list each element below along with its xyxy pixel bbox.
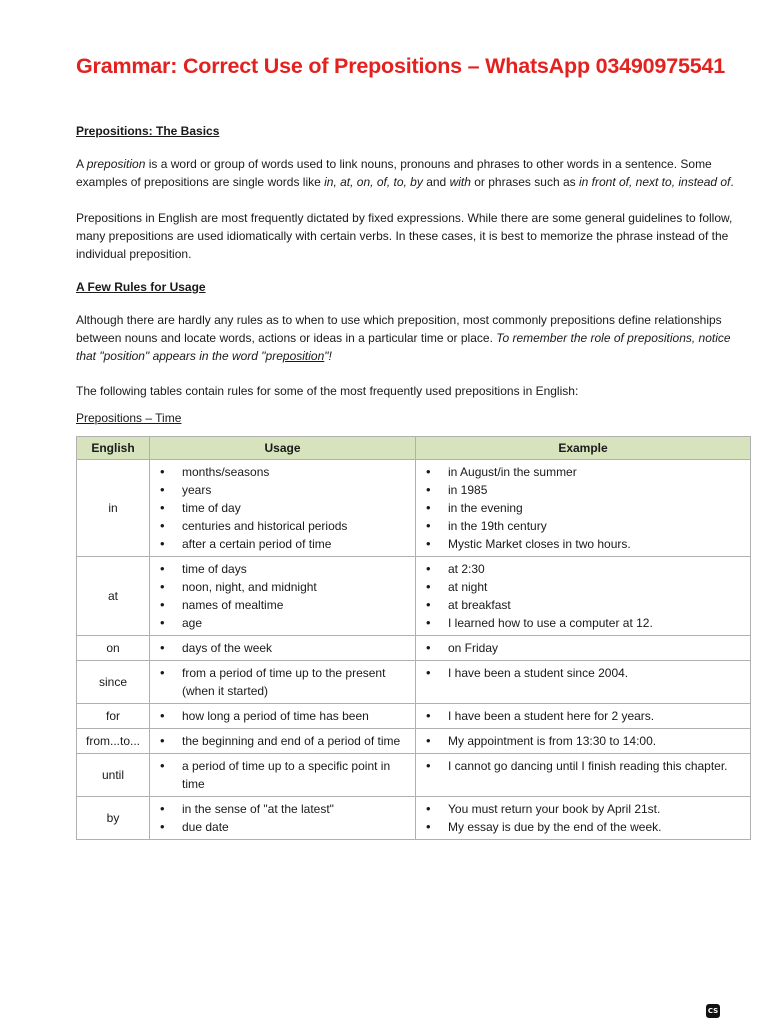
list-item: • a period of time up to a specific point in time — [156, 757, 409, 793]
table-title: Prepositions – Time — [76, 411, 182, 425]
list-item: • from a period of time up to the present (when it started) — [156, 664, 409, 700]
cell-usage — [150, 797, 416, 840]
cell-usage — [150, 661, 416, 704]
list-item: • in 1985 — [422, 481, 744, 499]
list-item: • My essay is due by the end of the week. — [422, 818, 744, 836]
cell-example — [416, 636, 751, 661]
cell-example — [416, 754, 751, 797]
cell-english: from...to... — [77, 729, 150, 754]
table-row — [77, 460, 751, 557]
cell-english: for — [77, 704, 150, 729]
page-title: Grammar: Correct Use of Prepositions – WhatsApp 03490975541 — [76, 54, 725, 78]
list-item: • time of days — [156, 560, 409, 578]
cell-example — [416, 460, 751, 557]
list-item: • how long a period of time has been — [156, 707, 409, 725]
list-item: • noon, night, and midnight — [156, 578, 409, 596]
list-item: • centuries and historical periods — [156, 517, 409, 535]
table-header-row — [77, 437, 751, 460]
list-item: • years — [156, 481, 409, 499]
list-item: • at breakfast — [422, 596, 744, 614]
table-row — [77, 661, 751, 704]
list-item: • after a certain period of time — [156, 535, 409, 553]
cell-example — [416, 704, 751, 729]
list-item: • at night — [422, 578, 744, 596]
header-usage: Usage — [150, 437, 416, 460]
table-row — [77, 704, 751, 729]
list-item: • at 2:30 — [422, 560, 744, 578]
header-english: English — [77, 437, 150, 460]
cell-english: by — [77, 797, 150, 840]
table-row — [77, 636, 751, 661]
table-row — [77, 729, 751, 754]
header-example: Example — [416, 437, 751, 460]
cell-usage — [150, 460, 416, 557]
table-row — [77, 754, 751, 797]
cell-usage — [150, 704, 416, 729]
table-row — [77, 797, 751, 840]
list-item: • You must return your book by April 21st. — [422, 800, 744, 818]
cell-english: at — [77, 557, 150, 636]
list-item: • days of the week — [156, 639, 409, 657]
heading-rules: A Few Rules for Usage — [76, 280, 206, 294]
cell-english: until — [77, 754, 150, 797]
paragraph-tables-intro: The following tables contain rules for some of the most frequently used prepositions in English: — [76, 384, 579, 398]
table-row — [77, 557, 751, 636]
list-item: • the beginning and end of a period of time — [156, 732, 409, 750]
list-item: • on Friday — [422, 639, 744, 657]
paragraph-fixed-expressions: Prepositions in English are most frequently dictated by fixed expressions. While there are some general guidelines to follow, many prepositions are used idiomatically with certain verbs. In these cases, it is best to memorize the phrase instead of the individual preposition. — [76, 211, 733, 261]
list-item: • in the sense of "at the latest" — [156, 800, 409, 818]
list-item: • names of mealtime — [156, 596, 409, 614]
camscanner-logo-icon: CS — [706, 1004, 720, 1018]
list-item: • My appointment is from 13:30 to 14:00. — [422, 732, 744, 750]
paragraph-rules: Although there are hardly any rules as to when to use which preposition, most commonly prepositions define relationships between nouns and locate words, actions or ideas in a particular time or place. To remember the role of prepositions, notice that "position" appears in the word "preposition"! — [76, 313, 731, 363]
cell-example — [416, 729, 751, 754]
cell-usage — [150, 754, 416, 797]
cell-example — [416, 661, 751, 704]
list-item: • due date — [156, 818, 409, 836]
cell-english: since — [77, 661, 150, 704]
cell-usage — [150, 636, 416, 661]
list-item: • months/seasons — [156, 463, 409, 481]
list-item: • Mystic Market closes in two hours. — [422, 535, 744, 553]
heading-basics: Prepositions: The Basics — [76, 124, 220, 138]
list-item: • in the 19th century — [422, 517, 744, 535]
cell-example — [416, 557, 751, 636]
cell-english: on — [77, 636, 150, 661]
cell-example — [416, 797, 751, 840]
document-page — [76, 54, 751, 840]
paragraph-definition: A preposition is a word or group of words used to link nouns, pronouns and phrases to other words in a sentence. Some examples of prepositions are single words like in, at, on, of, to, by and with or phrases such as in front of, next to, instead of. — [76, 157, 734, 189]
prepositions-time-table — [76, 436, 751, 840]
list-item: • I cannot go dancing until I finish reading this chapter. — [422, 757, 744, 775]
list-item: • in August/in the summer — [422, 463, 744, 481]
list-item: • I have been a student here for 2 years. — [422, 707, 744, 725]
cell-usage — [150, 557, 416, 636]
list-item: • I learned how to use a computer at 12. — [422, 614, 744, 632]
list-item: • in the evening — [422, 499, 744, 517]
cell-usage — [150, 729, 416, 754]
cell-english: in — [77, 460, 150, 557]
list-item: • time of day — [156, 499, 409, 517]
list-item: • age — [156, 614, 409, 632]
list-item: • I have been a student since 2004. — [422, 664, 744, 682]
